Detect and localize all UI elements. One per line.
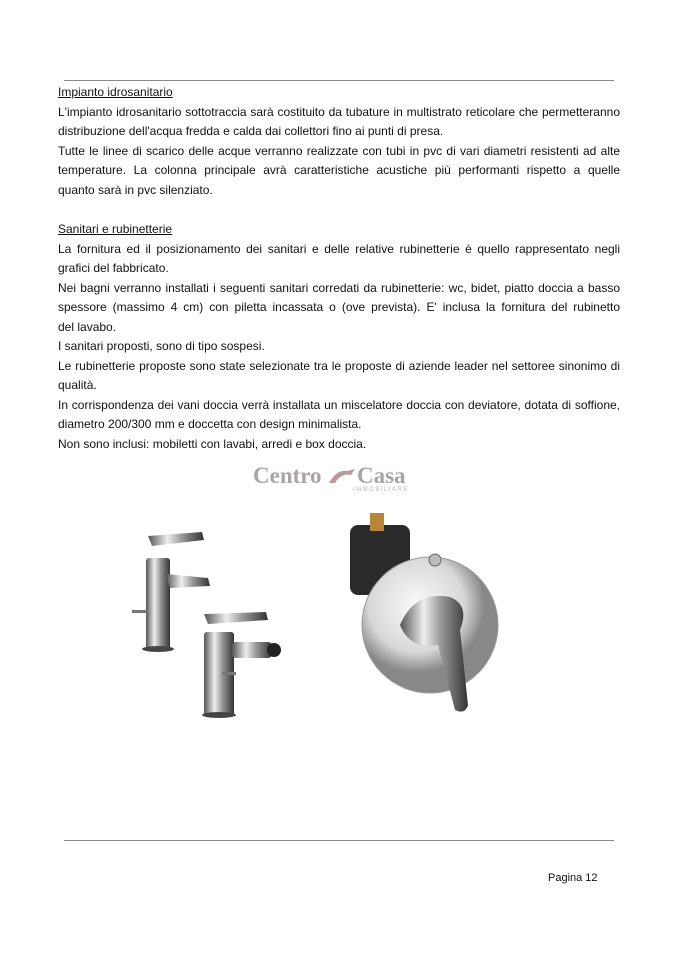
paragraph-line: distribuzione dell'acqua fredda e calda dai collettori fino ai punti di presa. bbox=[58, 124, 444, 138]
paragraph-line: grafici del fabbricato. bbox=[58, 261, 169, 275]
paragraph-line: In corrispondenza dei vani doccia verrà installata un miscelatore doccia con deviatore, dotata di soffione, bbox=[58, 397, 620, 412]
paragraph-line: spessore (massimo 4 cm) con piletta incassata o (ove prevista). E' inclusa la fornitura del rubinetto bbox=[58, 300, 620, 314]
logo-subtitle: IMMOBILIARE bbox=[353, 487, 409, 493]
logo-word-centro: Centro bbox=[253, 463, 322, 488]
paragraph-line: L'impianto idrosanitario sottotraccia sarà costituito da tubature in multistrato reticolare che permetteranno bbox=[58, 104, 620, 119]
paragraph-line: Nei bagni verranno installati i seguenti sanitari corredati da rubinetterie: wc, bidet, piatto doccia a basso bbox=[58, 280, 620, 295]
section-heading: Impianto idrosanitario bbox=[58, 85, 173, 99]
paragraph-line: diametro 200/300 mm e doccetta con design minimalista. bbox=[58, 417, 362, 431]
paragraph-line: quanto sarà in pvc silenziato. bbox=[58, 182, 213, 197]
paragraph-line: I sanitari proposti, sono di tipo sospesi. bbox=[58, 339, 265, 353]
paragraph-line: temperature. La colonna principale avrà caratteristiche acustiche più performanti rispetto a quelle bbox=[58, 163, 620, 177]
paragraph-line: Tutte le linee di scarico delle acque verranno realizzate con tubi in pvc di vari diametri resistenti ad alte bbox=[58, 143, 620, 158]
logo-word-casa: Casa bbox=[357, 463, 406, 488]
centrocasa-logo bbox=[253, 463, 423, 497]
paragraph-line: Non sono inclusi: mobiletti con lavabi, arredi e box doccia. bbox=[58, 436, 367, 451]
bidet-mixer-image bbox=[196, 610, 281, 720]
header-rule bbox=[64, 80, 614, 81]
paragraph-line: qualità. bbox=[58, 378, 97, 392]
section-sanitari bbox=[58, 220, 620, 454]
page-number: Pagina 12 bbox=[548, 872, 598, 884]
paragraph-line: La fornitura ed il posizionamento dei sanitari e delle relative rubinetterie è quello rappresentato negli bbox=[58, 241, 620, 256]
paragraph-line: Le rubinetterie proposte sono state selezionate tra le proposte di aziende leader nel settoree sinonimo di bbox=[58, 358, 620, 373]
paragraph-line: del lavabo. bbox=[58, 319, 117, 334]
section-heading: Sanitari e rubinetterie bbox=[58, 222, 173, 236]
section-impianto bbox=[58, 83, 620, 200]
roof-icon bbox=[327, 467, 357, 485]
footer-rule bbox=[64, 840, 614, 841]
shower-mixer-image bbox=[340, 505, 500, 720]
